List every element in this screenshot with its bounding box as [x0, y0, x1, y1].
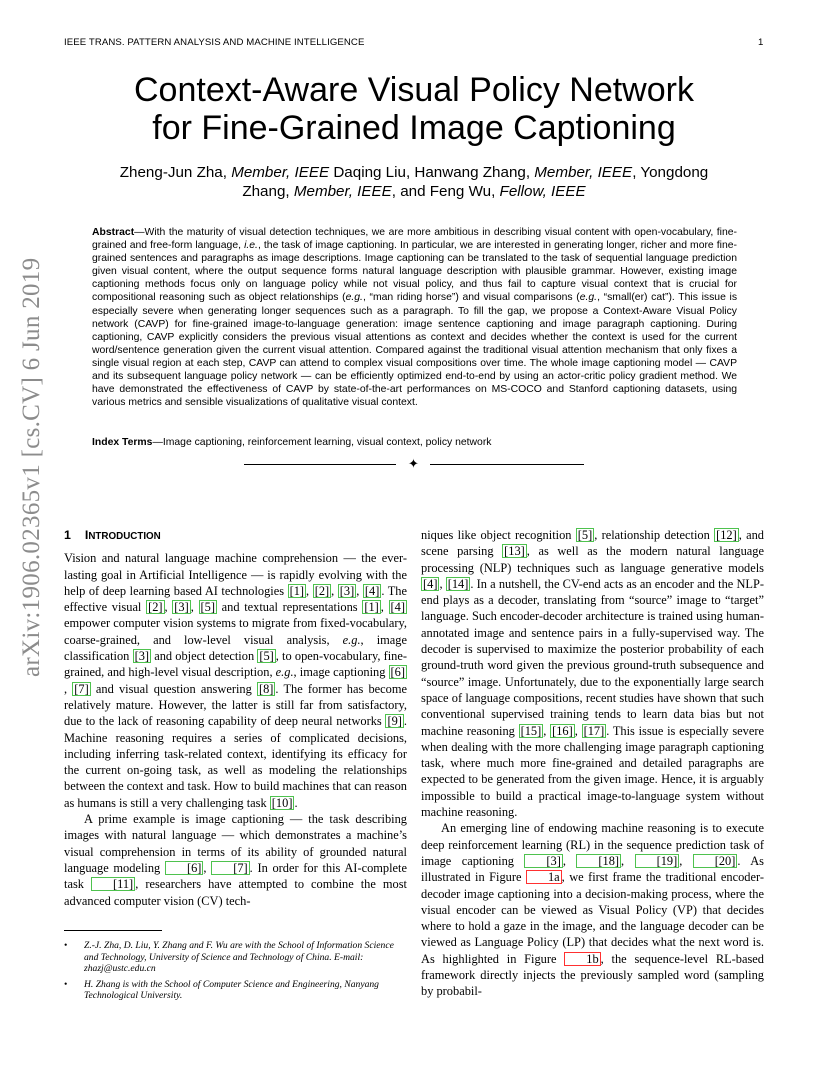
- body-text: . The former has become relatively mature. However, the latter is still far from satisfactory, due to the lack of reasoning capability of deep neural networks: [64, 681, 407, 729]
- title-line-1: Context-Aware Visual Policy Network: [134, 71, 694, 109]
- body-text: , as well as the modern natural language processing (NLP) techniques such as language generative models: [421, 544, 764, 575]
- citation-link[interactable]: [7]: [211, 861, 249, 875]
- body-text: An emerging line of endowing machine reasoning is to execute deep reinforcement learning (RL) in the sequence prediction task of image captioning: [421, 821, 764, 868]
- body-text: . The effective visual: [64, 583, 407, 615]
- body-text: ,: [64, 681, 73, 696]
- index-terms-label: Index Terms: [92, 437, 153, 448]
- abstract-text: i.e.: [244, 240, 258, 252]
- body-text: ,: [380, 600, 389, 615]
- body-text: ,: [621, 853, 635, 868]
- abstract: [92, 226, 737, 409]
- footnote-rule: [64, 930, 162, 931]
- body-text: , researchers have attempted to combine the most advanced computer vision (CV) tech-: [64, 877, 408, 908]
- abstract-text: , the task of image captioning. In particular, we are interested in generating longer, richer and more fine-grained sentences and paragraphs as image descriptions. Image captioning can be translated to the task of sequential language prediction given visual content, where the output sequence forms natural language description with plausible grammar. However, existing image captioning methods focus only on language policy while not visual policy, and thus fail to capture visual context that is crucial for compositional reasoning such as object relationships (: [92, 240, 737, 304]
- citation-link[interactable]: [2]: [148, 600, 163, 615]
- right-column: [421, 527, 764, 1000]
- citation-link[interactable]: [3]: [524, 854, 562, 868]
- body-text: , the sequence-level RL-based framework directly injects the previously sampled word (sampling by probabil-: [421, 951, 764, 999]
- citation-link[interactable]: [18]: [576, 854, 621, 868]
- body-text: and object detection: [151, 649, 258, 664]
- section-title: NTRODUCTION: [88, 531, 161, 542]
- citation-link[interactable]: [5]: [259, 649, 274, 664]
- body-text: and visual question answering: [90, 681, 257, 696]
- body-text: ,: [203, 860, 212, 875]
- author-role: Member, IEEE: [293, 183, 392, 200]
- footnote-text: H. Zhang is with the School of Computer Science and Engineering, Nanyang Technological University.: [84, 978, 379, 1002]
- section-heading: [64, 527, 407, 545]
- separator-rule-left: [244, 464, 396, 465]
- citation-link[interactable]: [20]: [693, 854, 738, 868]
- body-text: ,: [439, 576, 446, 591]
- citation-link[interactable]: [15]: [520, 723, 542, 738]
- citation-link[interactable]: [7]: [74, 681, 89, 696]
- abstract-label: Abstract: [92, 227, 135, 238]
- abstract-text: —With the maturity of visual detection techniques, we are more ambitious in describing visual content with open-vocabulary, fine-grained and free-form language,: [92, 227, 737, 252]
- citation-link[interactable]: [13]: [504, 544, 525, 559]
- footnote: [64, 940, 407, 975]
- body-text: ,: [331, 583, 338, 598]
- paragraph: [421, 527, 764, 820]
- paragraph: [421, 820, 764, 999]
- index-terms-text: —Image captioning, reinforcement learning, visual context, policy network: [152, 437, 492, 448]
- body-text: e.g.: [342, 632, 361, 647]
- body-text: . As illustrated in Figure: [421, 853, 764, 885]
- body-text: e.g.: [275, 665, 294, 680]
- arxiv-stamp: arXiv:1906.02365v1 [cs.CV] 6 Jun 2019: [18, 257, 45, 677]
- body-text: ,: [190, 600, 199, 615]
- body-text: , and scene parsing: [421, 528, 765, 559]
- citation-link[interactable]: [11]: [91, 877, 135, 891]
- citation-link[interactable]: [1]: [289, 583, 305, 598]
- abstract-text: e.g.: [579, 292, 598, 304]
- body-text: . In order for this AI-complete task: [64, 860, 407, 892]
- footnote: [64, 979, 407, 1002]
- body-text: , image captioning: [293, 665, 389, 680]
- section-number: 1: [64, 528, 71, 542]
- author-role: Fellow, IEEE: [499, 183, 586, 200]
- author-role: Member, IEEE: [534, 164, 633, 181]
- footnote-text: Z.-J. Zha, D. Liu, Y. Zhang and F. Wu are with the School of Information Science and Technology, University of Science and Technology of China. E-mail: zhazj@ustc.edu.cn: [84, 940, 394, 975]
- body-text: ,: [574, 723, 582, 738]
- body-text: , image classification: [64, 632, 407, 664]
- author-text: Zheng-Jun Zha,: [119, 164, 232, 181]
- body-text: Vision and natural language machine comprehension — the ever-lasting goal in Artificial Intelligence — is rapidly evolving with the help of deep learning based AI technologies: [64, 551, 407, 598]
- body-text: . In a nutshell, the CV-end acts as an encoder and the NLP-end plays as a decoder, translating from “source” image to “target” language. Such encoder-decoder architecture is trained using human-annotated image and sentence pairs in a fully-supervised way. The decoder is supervised to maximize the posterior probability of each ground-truth word given the previous ground-truth subsequence and “source” image. Unfortunately, due to the exponentially large search space of language compositions, recent studies have shown that such conventional supervised training tends to learn data bias but not machine reasoning: [421, 576, 764, 738]
- citation-link[interactable]: [5]: [200, 600, 215, 615]
- citation-link[interactable]: [8]: [258, 681, 274, 696]
- citation-link[interactable]: [3]: [339, 583, 355, 598]
- citation-link[interactable]: [3]: [134, 649, 150, 664]
- paragraph: [64, 811, 407, 909]
- citation-link[interactable]: [12]: [716, 528, 737, 542]
- author-list: [64, 163, 764, 201]
- body-text: A prime example is image captioning — the task describing images with natural language — which demonstrates a machine’s visual comprehension in terms of its ability of grounded natural language modeling: [64, 812, 407, 875]
- paper-title: [64, 71, 764, 147]
- citation-link[interactable]: [5]: [577, 528, 593, 542]
- author-text: , and Feng Wu,: [391, 183, 500, 200]
- body-text: ,: [562, 853, 577, 868]
- body-text: , relationship detection: [594, 528, 715, 542]
- citation-link[interactable]: [19]: [635, 854, 680, 868]
- body-text: empower computer vision systems to migrate from fixed-vocabulary, coarse-grained, and low-level visual analysis,: [64, 616, 407, 647]
- paragraph: [64, 550, 407, 811]
- citation-link[interactable]: [3]: [174, 600, 189, 615]
- abstract-text: , “small(er) cat”). This issue is especially severe when generating longer sequences such as a paragraph. To fill the gap, we propose a Context-Aware Visual Policy network (CAVP) for fine-grained image-to-language generation: image sentence captioning and image paragraph captioning. During captioning, CAVP explicitly considers the previous visual attentions as context and decides whether the context is used for the current word/sentence generation given the current visual attention. Compared against the traditional visual attention mechanism that only fixes a single visual region at each step, CAVP can attend to complex visual compositions over time. The whole image captioning model — CAVP and its subsequent language policy network — can be efficiently optimized end-to-end by using an actor-critic policy gradient method. We have demonstrated the effectiveness of CAVP by state-of-the-art performances on MS-COCO and Stanford captioning datasets, using various metrics and sensible visualizations of qualitative visual context.: [92, 292, 738, 409]
- citation-link[interactable]: [17]: [583, 723, 605, 738]
- footnotes: [64, 940, 407, 1006]
- bullet-icon: •: [64, 978, 68, 990]
- citation-link[interactable]: [6]: [390, 665, 405, 680]
- citation-link[interactable]: [2]: [314, 583, 330, 598]
- title-line-2: for Fine-Grained Image Captioning: [152, 109, 676, 147]
- body-text: and textual representations: [216, 600, 363, 615]
- body-text: .: [294, 795, 298, 810]
- figure-link[interactable]: 1b: [564, 952, 600, 966]
- author-text: , Yongdong: [632, 164, 709, 181]
- diamond-icon: ✦: [408, 456, 419, 471]
- section-separator: [244, 457, 584, 471]
- abstract-text: , “man riding horse”) and visual comparisons (: [362, 292, 580, 304]
- author-text: Zhang,: [242, 183, 294, 200]
- citation-link[interactable]: [4]: [390, 600, 405, 615]
- author-text: Daqing Liu, Hanwang Zhang,: [329, 164, 535, 181]
- separator-rule-right: [430, 464, 584, 465]
- body-text: , to open-vocabulary, fine-grained, and high-level visual description,: [64, 649, 407, 680]
- abstract-text: e.g.: [345, 292, 363, 304]
- body-text: , we first frame the traditional encoder-decoder image captioning into a decision-making process, where the visual encoder can be viewed as Visual Policy (VP) that decides where to hold a gaze in the image, and the language decoder can be viewed as Language Policy (LP) that decides what the next word is. As highlighted in Figure: [421, 870, 764, 966]
- page-number: 1: [758, 37, 764, 48]
- citation-link[interactable]: [4]: [364, 583, 380, 598]
- citation-link[interactable]: [9]: [387, 714, 402, 729]
- bullet-icon: •: [64, 940, 68, 951]
- citation-link[interactable]: [1]: [364, 600, 379, 615]
- citation-link[interactable]: [10]: [271, 795, 293, 810]
- index-terms: [92, 436, 737, 449]
- body-text: ,: [356, 583, 363, 598]
- body-text: . This issue is especially severe when dealing with the more challenging image paragraph captioning task, where much more fine-grained and detailed paragraphs are expected to be generated from the given image. Hence, it is arguably impossible to build a practical image-to-language system without machine reasoning.: [421, 723, 764, 820]
- body-text: ,: [679, 853, 693, 868]
- citation-link[interactable]: [6]: [165, 861, 203, 875]
- body-text: niques like object recognition: [421, 528, 576, 542]
- body-text: ,: [306, 583, 313, 598]
- author-role: Member, IEEE: [231, 164, 330, 181]
- left-column: [64, 527, 407, 909]
- body-text: . Machine reasoning requires a series of complicated decisions, including inferring task-related context, identifying its efficacy for the current on-going task, as well as modeling the relationships between the context and task. How to build machines that can reason as humans is still a very challenging task: [64, 714, 407, 810]
- body-text: ,: [164, 600, 173, 615]
- running-header: IEEE TRANS. PATTERN ANALYSIS AND MACHINE INTELLIGENCE: [64, 37, 365, 48]
- citation-link[interactable]: [16]: [552, 723, 573, 738]
- body-text: ,: [543, 723, 551, 738]
- section-title: I: [84, 528, 89, 542]
- citation-link[interactable]: [4]: [423, 576, 438, 591]
- citation-link[interactable]: [14]: [447, 576, 469, 591]
- figure-link[interactable]: 1a: [526, 870, 562, 884]
